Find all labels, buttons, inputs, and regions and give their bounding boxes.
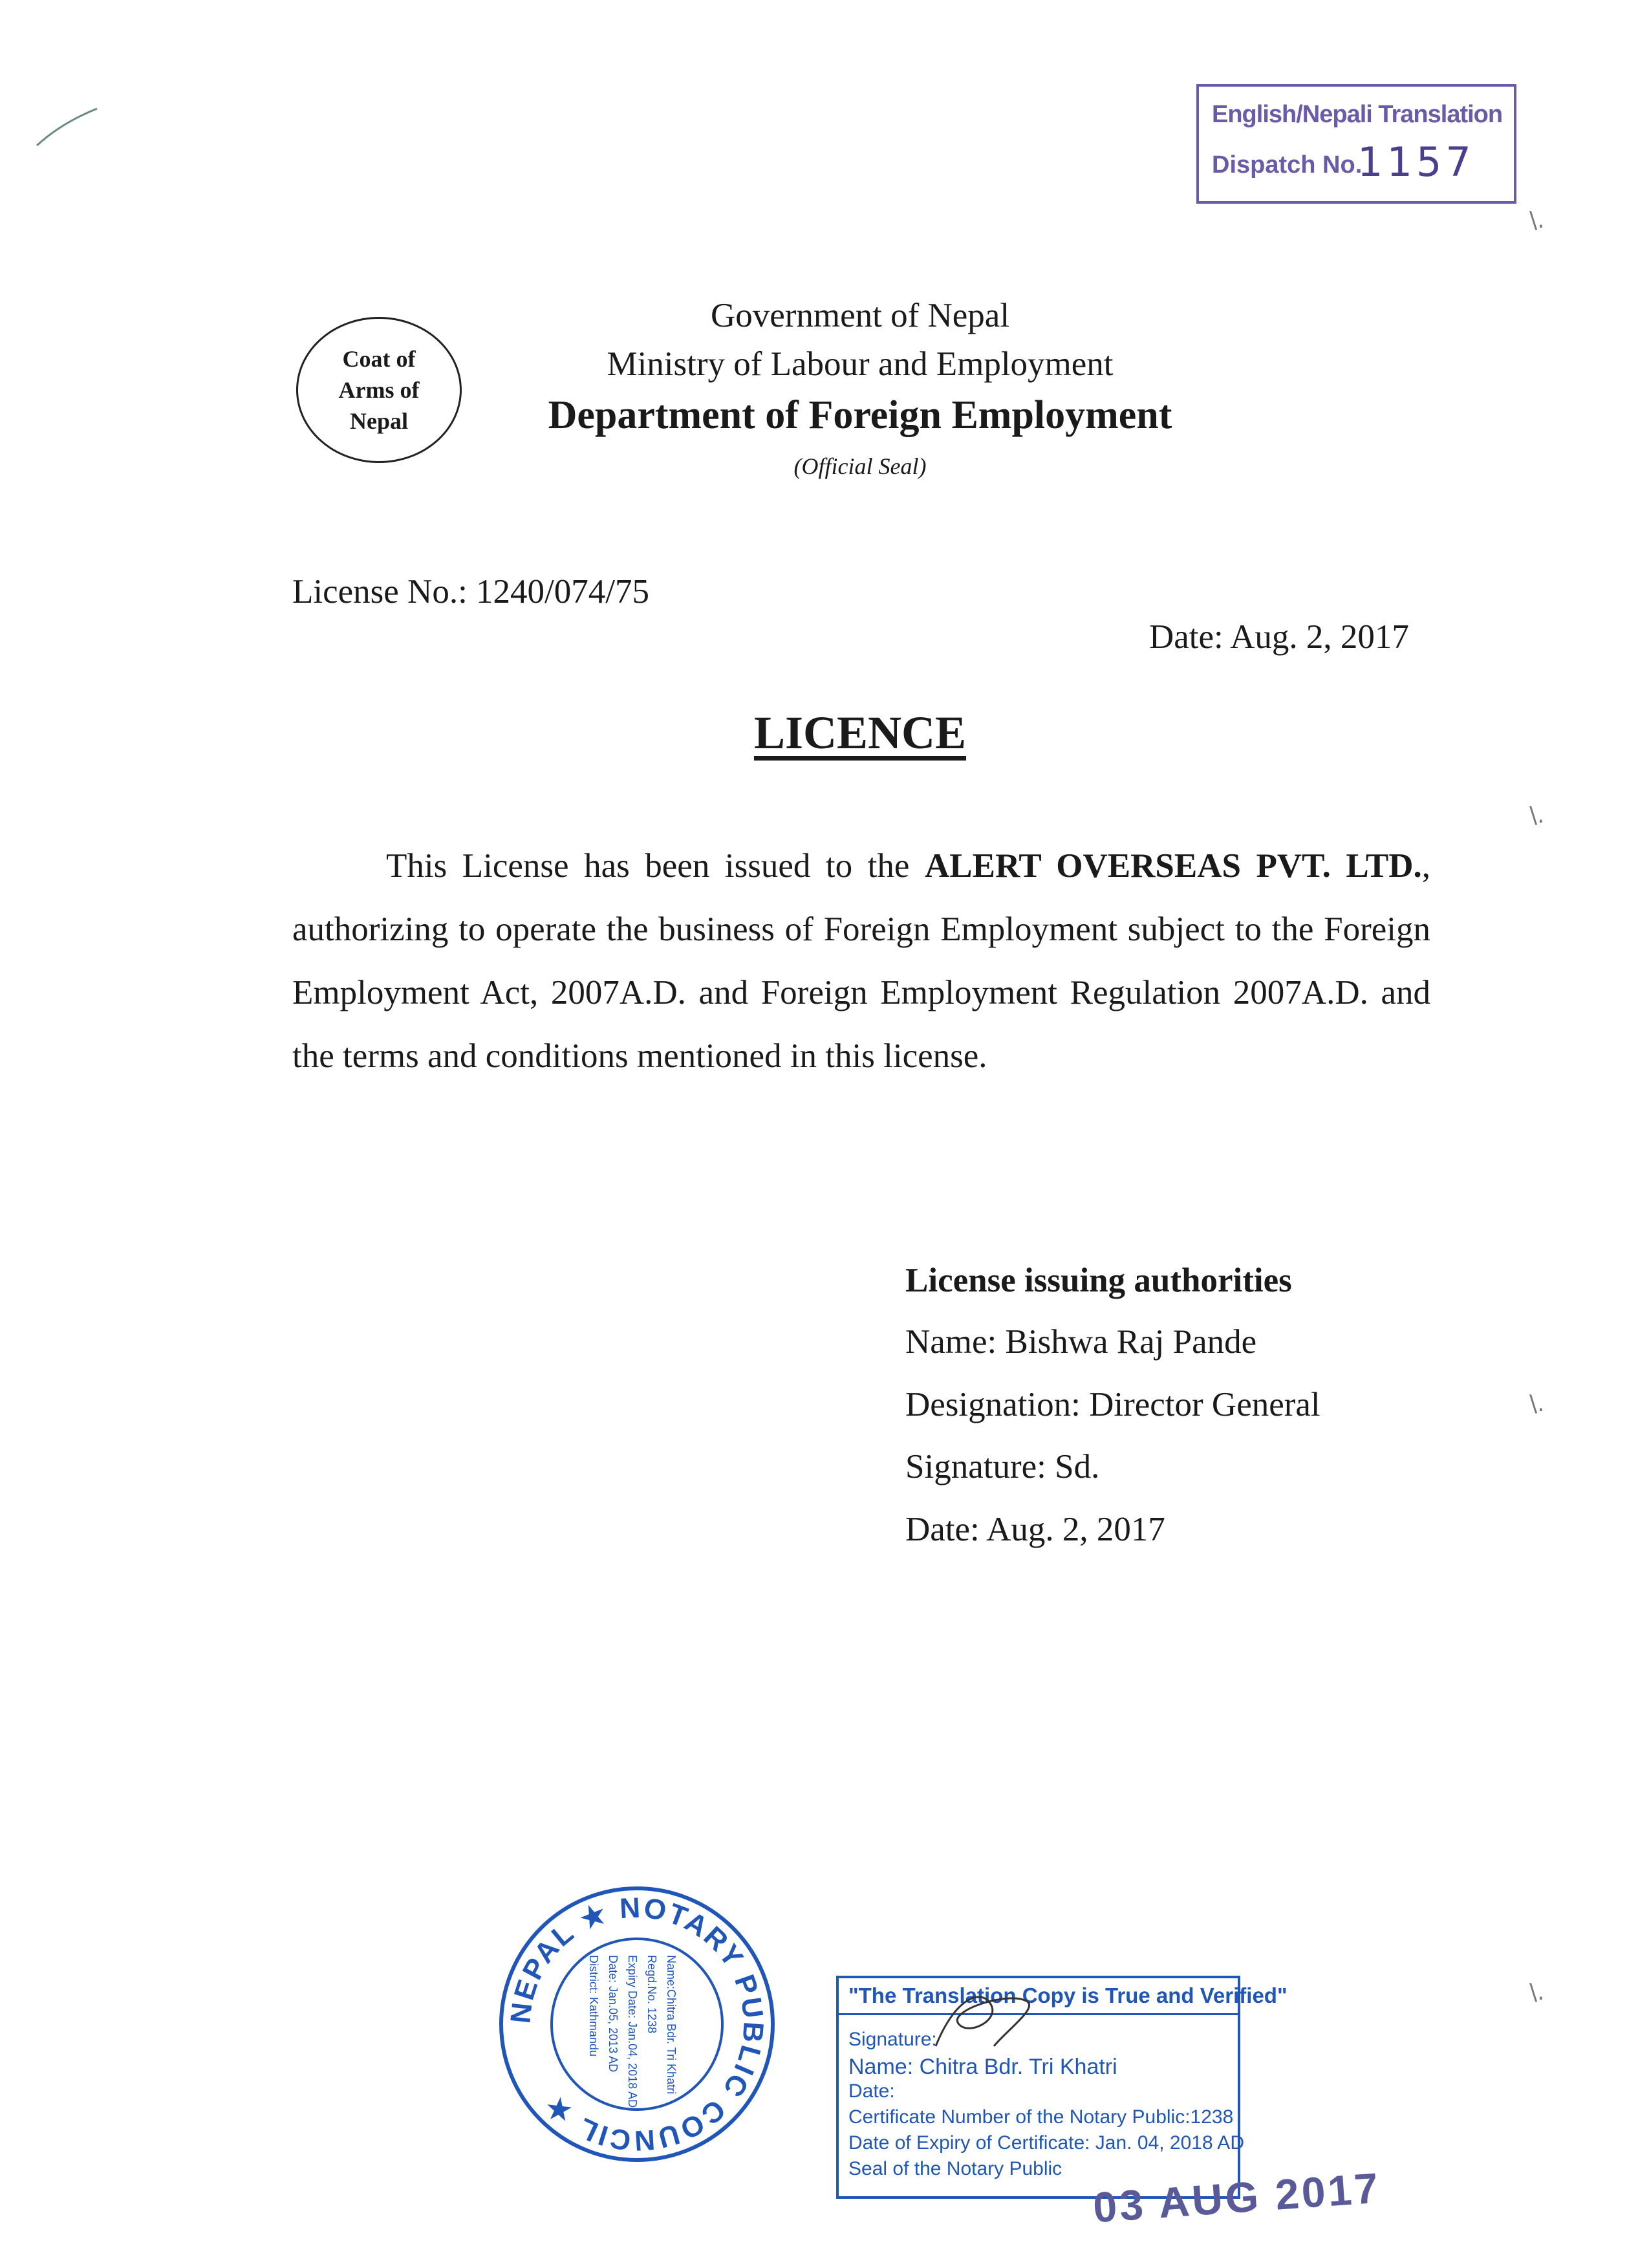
verification-certificate: Certificate Number of the Notary Public:1238	[848, 2106, 1234, 2128]
verification-title: "The Translation Copy is True and Verified"	[839, 1983, 1238, 2015]
verification-signature: Signature:	[848, 2029, 937, 2050]
coat-of-arms-label: Coat of Arms of Nepal	[338, 346, 420, 434]
authority-name: Name: Bishwa Raj Pande	[905, 1323, 1257, 1361]
body-rest: , authorizing to operate the business of Foreign Employment subject to the Foreign Employment Act, 2007A.D. and Foreign Employment Regulation 2007A.D. and the terms and conditions mentioned in this license.	[292, 847, 1430, 1075]
verification-seal: Seal of the Notary Public	[848, 2158, 1062, 2179]
body-intro: This License has been issued to the	[386, 847, 925, 885]
margin-tick-mark: \.	[1529, 1979, 1545, 2005]
seal-inner-line: Name:Chitra Bdr. Tri Khatri	[665, 1955, 678, 2095]
license-body-paragraph	[292, 834, 1430, 1088]
dispatch-number: 1157	[1357, 138, 1475, 186]
scan-pen-mark	[36, 103, 100, 155]
seal-inner-line: Date: Jan.05, 2013 AD	[607, 1955, 620, 2073]
ministry-heading: Ministry of Labour and Employment	[607, 345, 1114, 383]
margin-tick-mark: \.	[1529, 207, 1545, 233]
authority-designation: Designation: Director General	[905, 1386, 1320, 1423]
seal-ring-text: NEPAL ★ NOTARY PUBLIC COUNCIL ★	[504, 1892, 770, 2157]
government-heading: Government of Nepal	[710, 297, 1010, 334]
verification-date: Date:	[848, 2080, 895, 2102]
official-seal-note: (Official Seal)	[793, 453, 927, 479]
dispatch-stamp-label: Dispatch No.	[1212, 151, 1363, 178]
coat-of-arms-emblem	[296, 317, 462, 463]
department-heading: Department of Foreign Employment	[548, 393, 1172, 437]
seal-inner-line: Expiry Date: Jan.04, 2018 AD	[626, 1955, 639, 2108]
notary-verification-stamp	[836, 1976, 1288, 2199]
verification-name: Name: Chitra Bdr. Tri Khatri	[848, 2055, 1117, 2079]
document-title: LICENCE	[753, 707, 967, 759]
authority-date: Date: Aug. 2, 2017	[905, 1511, 1165, 1548]
margin-tick-mark: \.	[1529, 802, 1545, 828]
dispatch-stamp-title: English/Nepali Translation	[1212, 101, 1503, 128]
notary-public-seal	[491, 1879, 782, 2170]
authority-signature: Signature: Sd.	[905, 1448, 1100, 1485]
seal-inner-line: District: Kathmandu	[587, 1955, 600, 2057]
margin-tick-mark: \.	[1529, 1390, 1545, 1417]
verification-expiry: Date of Expiry of Certificate: Jan. 04, 2018 AD	[848, 2132, 1244, 2154]
issue-date: Date: Aug. 2, 2017	[1149, 618, 1409, 656]
date-stamp: 03 AUG 2017	[1091, 2163, 1383, 2232]
dispatch-stamp	[1196, 84, 1516, 204]
notary-signature	[929, 1985, 1046, 2056]
authority-heading: License issuing authorities	[905, 1262, 1292, 1299]
company-name: ALERT OVERSEAS PVT. LTD.	[924, 847, 1422, 885]
seal-inner-line: Regd.No. 1238	[645, 1955, 658, 2034]
license-number: License No.: 1240/074/75	[292, 573, 649, 610]
